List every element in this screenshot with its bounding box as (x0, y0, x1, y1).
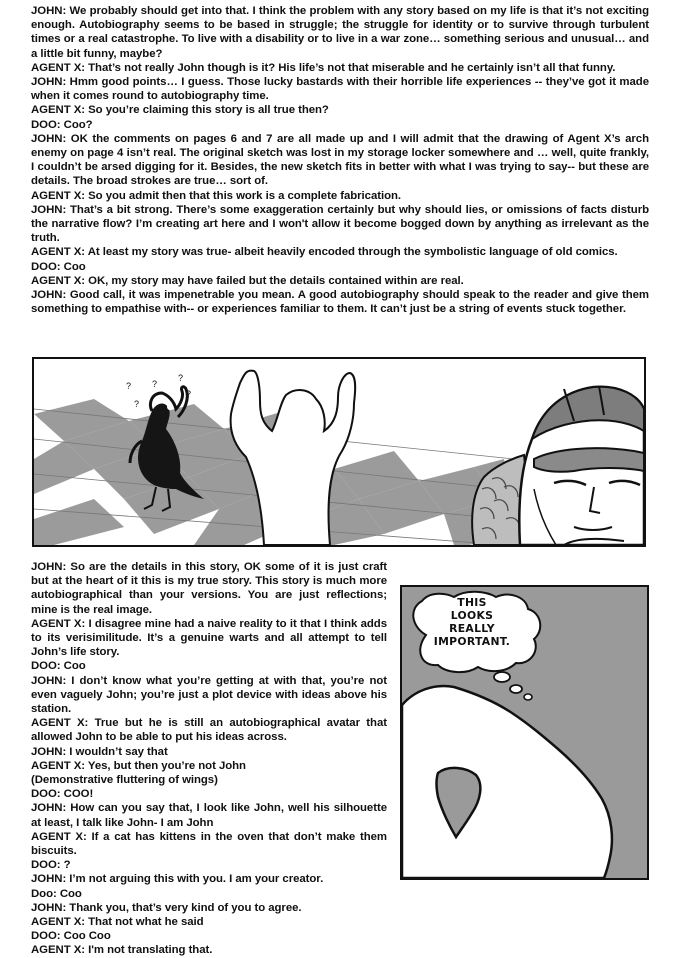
dialogue-line: JOHN: Hmm good points… I guess. Those lucky bastards with their horrible life experiences -- they’ve got it made when it comes round to autobiography time. (31, 76, 649, 103)
dialogue-line: AGENT X: So you’re claiming this story is all true then? (31, 104, 329, 117)
thought-dot (510, 685, 522, 693)
dialogue-line: JOHN: That’s a bit strong. There’s some exaggeration certainly but why should lies, or omissions of facts disturb the narrative flow? I’m creating art here and I won't allow it become bogged down by anything as irrelevant as the truth. (31, 203, 649, 245)
dialogue-line: JOHN: I wouldn’t say that (31, 745, 168, 758)
dialogue-line: JOHN: Thank you, that’s very kind of you to agree. (31, 901, 302, 914)
dialogue-line: AGENT X: True but he is still an autobiographical avatar that allowed John to be able to put his ideas across. (31, 717, 387, 744)
dialogue-line: JOHN: I don’t know what you’re getting at with that, you’re not even vaguely John; you’re just a plot device with ideas above his station. (31, 674, 387, 716)
dialogue-line: DOO: Coo (31, 260, 86, 273)
question-mark: ? (134, 399, 140, 409)
dialogue-line: (Demonstrative fluttering of wings) (31, 774, 218, 787)
dialogue-line: AGENT X: Yes, but then you’re not John (31, 759, 246, 772)
dialogue-line: JOHN: We probably should get into that. I think the problem with any story based on my life is that it’s not exciting enough. Autobiography seems to be based in struggle; the struggle for identity or to survive through turbulent times or a real catastrophe. To live with a disability or to live in a war zone… something serious and unusual… and a little bit funny, maybe? (31, 5, 649, 60)
dialogue-line: DOO: ? (31, 859, 71, 872)
question-mark: ? (178, 373, 184, 383)
dialogue-line: AGENT X: I'm not translating that. (31, 944, 213, 957)
caption-line: IMPORTANT. (433, 635, 511, 648)
question-mark: ? (126, 381, 132, 391)
dialogue-line: Doo: Coo (31, 887, 82, 900)
thought-dot (494, 672, 510, 682)
dialogue-line: JOHN: How can you say that, I look like John, well his silhouette at least, I talk like John- I am John (31, 802, 387, 829)
panel-top-artwork (34, 359, 644, 545)
dialogue-top (31, 4, 649, 316)
question-mark: ? (186, 389, 192, 399)
dialogue-line: JOHN: I’m not arguing this with you. I am your creator. (31, 873, 324, 886)
dialogue-line: AGENT X: So you admit then that this work is a complete fabrication. (31, 189, 402, 202)
dialogue-line: DOO: Coo Coo (31, 930, 111, 943)
caption-line: LOOKS (450, 609, 494, 622)
question-mark: ? (152, 379, 158, 389)
silhouette-closeup (402, 686, 612, 878)
dialogue-line: AGENT X: If a cat has kittens in the oven that don’t make them biscuits. (31, 830, 387, 858)
dialogue-bottom (31, 560, 387, 958)
dialogue-line: AGENT X: OK, my story may have failed but the details contained within are real. (31, 274, 464, 287)
caption-line: THIS (457, 596, 487, 609)
dialogue-line: JOHN: So are the details in this story, OK some of it is just craft but at the heart of it this is my true story. This story is much more autobiographical than your versions. You are just reflections; mine is the real image. (31, 561, 387, 616)
dialogue-line: AGENT X: That not what he said (31, 916, 204, 929)
thought-dot (524, 694, 532, 700)
comic-panel-top (32, 357, 646, 547)
dialogue-line: JOHN: OK the comments on pages 6 and 7 are all made up and I will admit that the drawing of Agent X’s arch enemy on page 4 isn’t real. The original sketch was lost in my storage locker somewhere and … well, quite frankly, I couldn’t be arsed digging for it. Besides, the new sketch fits in better with what I was trying to say-- but these are details. The broad strokes are true… sort of. (31, 132, 649, 188)
dialogue-line: DOO: COO! (31, 788, 94, 801)
thought-caption (418, 596, 526, 648)
dialogue-line: AGENT X: I disagree mine had a naive reality to it that I think adds to its verisimilitude. It’s a genuine warts and all attempt to tell John’s life story. (31, 617, 387, 659)
dialogue-line: AGENT X: At least my story was true- albeit heavily encoded through the symbolistic language of old comics. (31, 246, 618, 259)
dialogue-line: JOHN: Good call, it was impenetrable you mean. A good autobiography should speak to the reader and give them something to empathise with-- or experiences familiar to them. It can’t just be a string of events stuck together. (31, 289, 649, 316)
dialogue-line: DOO: Coo (31, 660, 86, 673)
dialogue-line: DOO: Coo? (31, 118, 93, 131)
agent-x-figure (472, 386, 644, 545)
caption-line: REALLY (449, 622, 495, 635)
dialogue-line: AGENT X: That’s not really John though is it? His life’s not that miserable and he certainly isn’t all that funny. (31, 61, 616, 74)
